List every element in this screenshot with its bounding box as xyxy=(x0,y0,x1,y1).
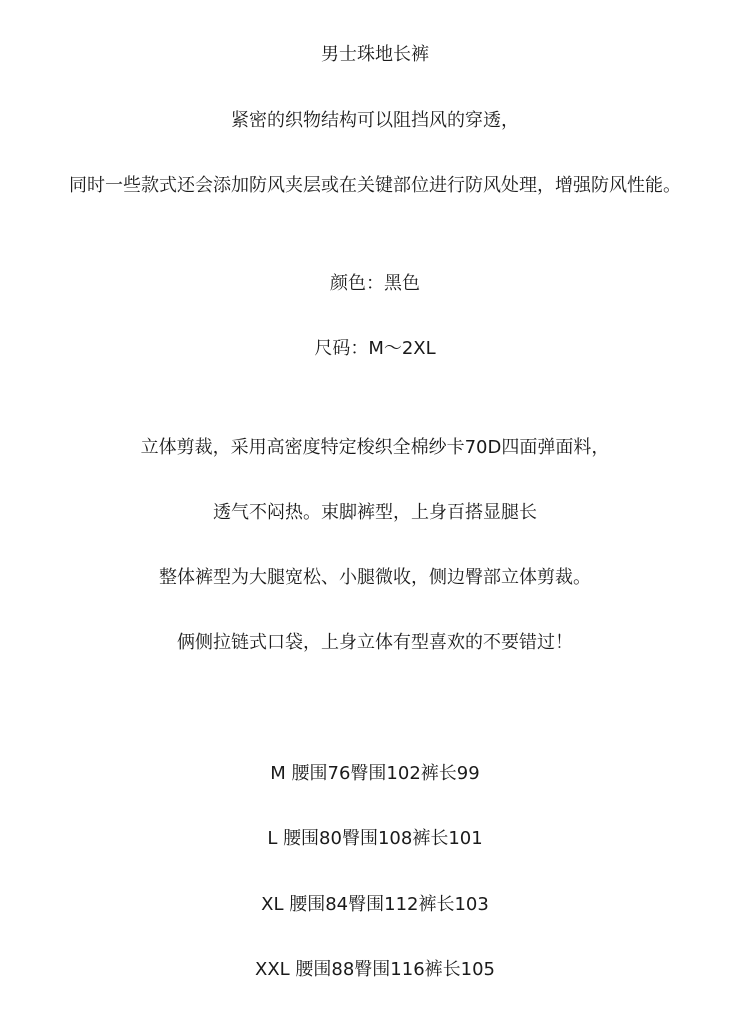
feature-line-3: 整体裤型为大腿宽松、小腿微收，侧边臀部立体剪裁。 xyxy=(159,567,591,588)
feature-line-1: 立体剪裁，采用高密度特定梭织全棉纱卡70D四面弹面料， xyxy=(140,437,610,458)
size-chart-row-m: M 腰围76臀围102裤长99 xyxy=(270,763,480,784)
product-title: 男士珠地长裤 xyxy=(321,44,429,65)
size-chart-row-xxl: XXL 腰围88臀围116裤长105 xyxy=(254,959,496,980)
intro-line-1: 紧密的织物结构可以阻挡风的穿透， xyxy=(231,110,519,131)
feature-line-2: 透气不闷热。束脚裤型，上身百搭显腿长 xyxy=(213,502,537,523)
size-chart-row-xl: XL 腰围84臀围112裤长103 xyxy=(261,894,489,915)
size-spec: 尺码：M～2XL xyxy=(314,338,436,359)
intro-line-2: 同时一些款式还会添加防风夹层或在关键部位进行防风处理，增强防风性能。 xyxy=(69,175,681,196)
color-spec: 颜色：黑色 xyxy=(330,273,420,294)
size-chart-row-l: L 腰围80臀围108裤长101 xyxy=(267,828,483,849)
feature-line-4: 俩侧拉链式口袋，上身立体有型喜欢的不要错过！ xyxy=(177,632,573,653)
